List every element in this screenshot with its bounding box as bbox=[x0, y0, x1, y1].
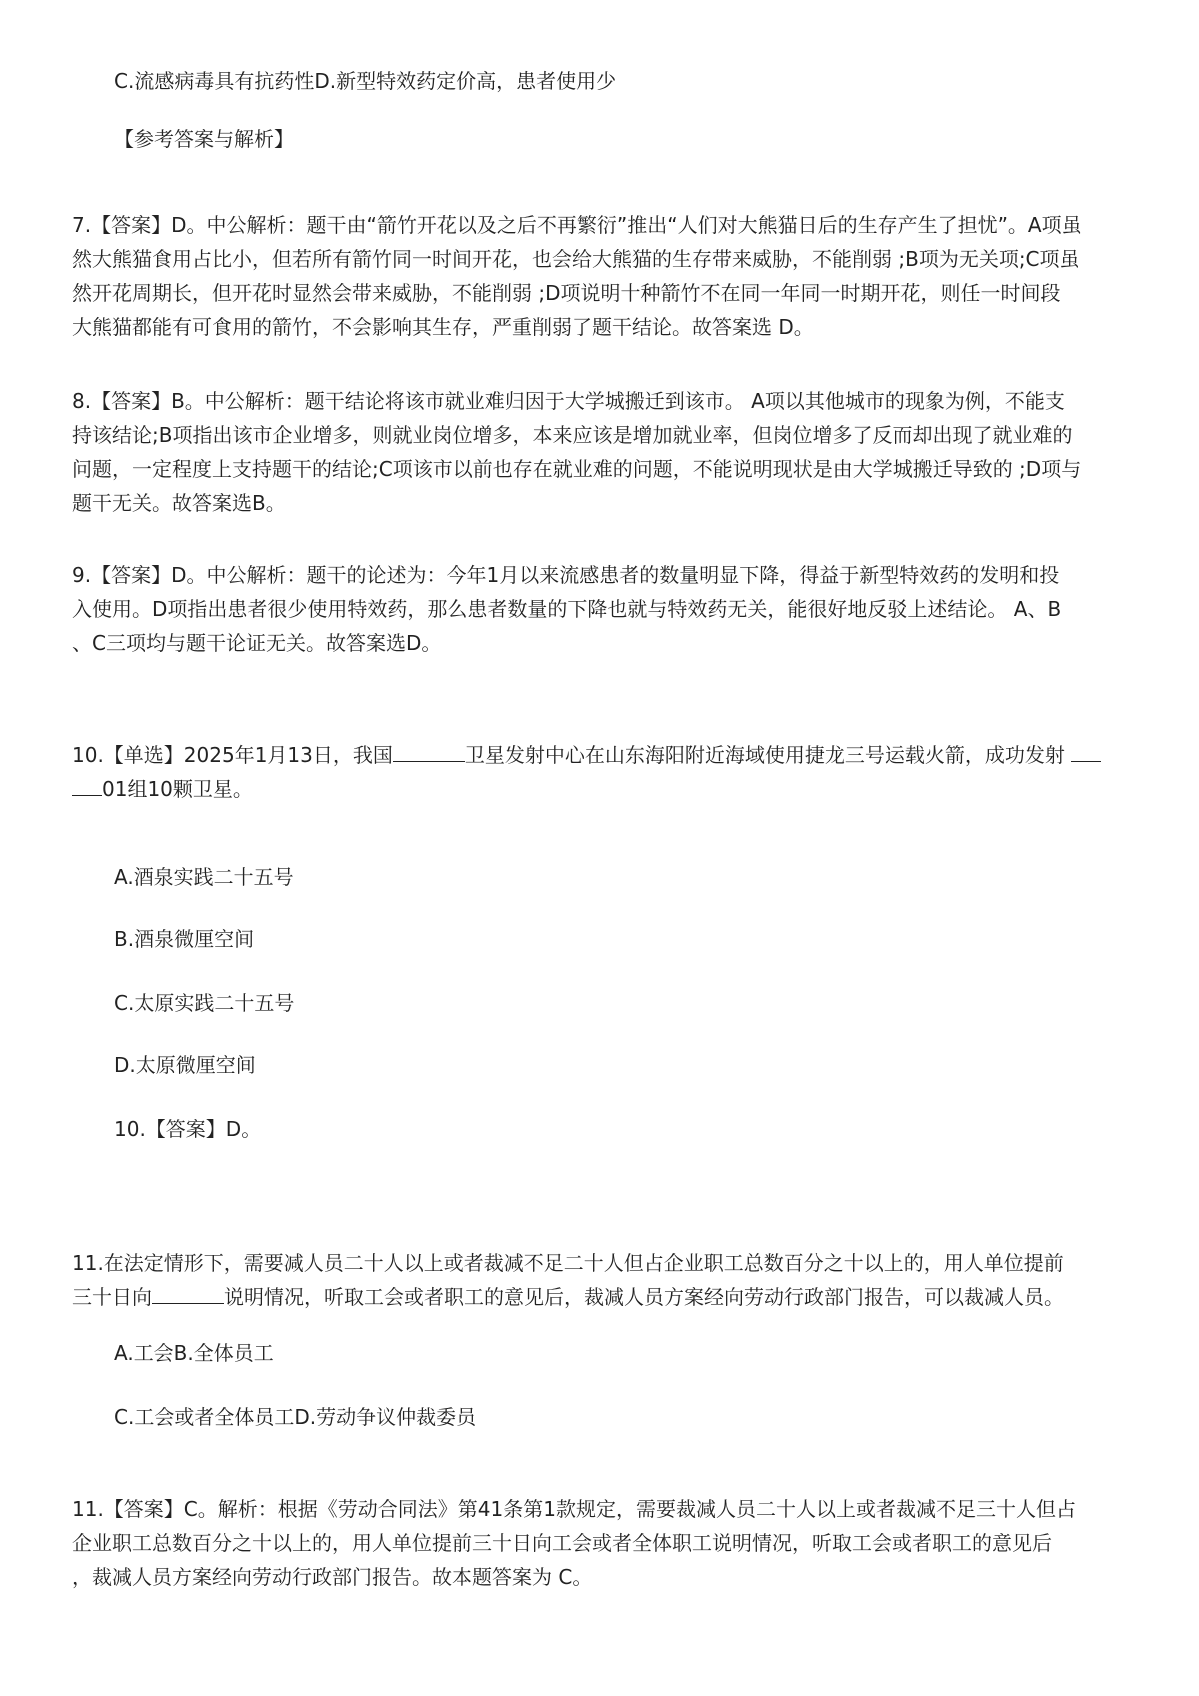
answer-8-line: 问题，一定程度上支持题干的结论;C项该市以前也存在就业难的问题，不能说明现状是由大学城搬迁导致的 ;D项与 bbox=[72, 457, 1082, 481]
question-11-line bbox=[72, 1280, 1132, 1314]
question-10-option-a: A.酒泉实践二十五号 bbox=[114, 865, 294, 889]
answer-7-line: 大熊猫都能有可食用的箭竹，不会影响其生存，严重削弱了题干结论。故答案选 D。 bbox=[72, 315, 814, 339]
answer-11-line: ，裁减人员方案经向劳动行政部门报告。故本题答案为 C。 bbox=[72, 1565, 593, 1589]
question-11-line: 11.在法定情形下，需要减人员二十人以上或者裁减不足二十人但占企业职工总数百分之十以上的，用人单位提前 bbox=[72, 1251, 1064, 1275]
question-10-line bbox=[72, 772, 1132, 806]
question-11-option-cd: C.工会或者全体员工D.劳动争议仲裁委员 bbox=[114, 1405, 477, 1429]
answer-11-paragraph bbox=[72, 1492, 1132, 1594]
answer-11-line: 企业职工总数百分之十以上的，用人单位提前三十日向工会或者全体职工说明情况，听取工会或者职工的意见后 bbox=[72, 1531, 1052, 1555]
fill-blank bbox=[152, 1285, 224, 1304]
answer-9-line: 、C三项均与题干论证无关。故答案选D。 bbox=[72, 631, 442, 655]
question-10-part3: 01组10颗卫星。 bbox=[102, 777, 253, 801]
question-10-stem bbox=[72, 738, 1132, 806]
question-10-option-c: C.太原实践二十五号 bbox=[114, 991, 295, 1015]
answer-8-line: 8.【答案】B。中公解析：题干结论将该市就业难归因于大学城搬迁到该市。 A项以其他城市的现象为例，不能支 bbox=[72, 389, 1065, 413]
answer-9-paragraph bbox=[72, 558, 1132, 660]
question-11-stem bbox=[72, 1246, 1132, 1314]
question-11-part2a: 三十日向 bbox=[72, 1285, 152, 1309]
question-11-part2b: 说明情况，听取工会或者职工的意见后，裁减人员方案经向劳动行政部门报告，可以裁减人员。 bbox=[224, 1285, 1064, 1309]
answer-9-line: 9.【答案】D。中公解析：题干的论述为：今年1月以来流感患者的数量明显下降，得益于新型特效药的发明和投 bbox=[72, 563, 1060, 587]
question-10-option-d: D.太原微厘空间 bbox=[114, 1053, 256, 1077]
question-10-option-b: B.酒泉微厘空间 bbox=[114, 927, 255, 951]
question-10-answer: 10.【答案】D。 bbox=[114, 1117, 262, 1141]
answer-8-line: 持该结论;B项指出该市企业增多，则就业岗位增多，本来应该是增加就业率，但岗位增多了反而却出现了就业难的 bbox=[72, 423, 1073, 447]
answer-8-paragraph bbox=[72, 384, 1132, 520]
fill-blank bbox=[1071, 743, 1101, 762]
answer-section-heading: 【参考答案与解析】 bbox=[114, 127, 294, 151]
q6-option-cd: C.流感病毒具有抗药性D.新型特效药定价高，患者使用少 bbox=[114, 69, 617, 93]
question-11-option-ab: A.工会B.全体员工 bbox=[114, 1341, 274, 1365]
answer-11-line: 11.【答案】C。解析：根据《劳动合同法》第41条第1款规定，需要裁减人员二十人以上或者裁减不足三十人但占 bbox=[72, 1497, 1076, 1521]
fill-blank bbox=[393, 743, 465, 762]
question-10-part1: 10.【单选】2025年1月13日，我国 bbox=[72, 743, 393, 767]
answer-8-line: 题干无关。故答案选B。 bbox=[72, 491, 286, 515]
fill-blank bbox=[72, 777, 102, 796]
answer-7-line: 然开花周期长，但开花时显然会带来威胁，不能削弱 ;D项说明十种箭竹不在同一年同一时期开花，则任一时间段 bbox=[72, 281, 1061, 305]
answer-7-line: 然大熊猫食用占比小，但若所有箭竹同一时间开花，也会给大熊猫的生存带来威胁，不能削弱 ;B项为无关项;C项虽 bbox=[72, 247, 1080, 271]
answer-7-line: 7.【答案】D。中公解析：题干由“箭竹开花以及之后不再繁衍”推出“人们对大熊猫日后的生存产生了担忧”。A项虽 bbox=[72, 213, 1082, 237]
question-10-part2: 卫星发射中心在山东海阳附近海域使用捷龙三号运载火箭，成功发射 bbox=[464, 743, 1065, 767]
answer-9-line: 入使用。D项指出患者很少使用特效药，那么患者数量的下降也就与特效药无关，能很好地反驳上述结论。 A、B bbox=[72, 597, 1062, 621]
question-10-line bbox=[72, 738, 1132, 772]
answer-7-paragraph bbox=[72, 208, 1132, 344]
